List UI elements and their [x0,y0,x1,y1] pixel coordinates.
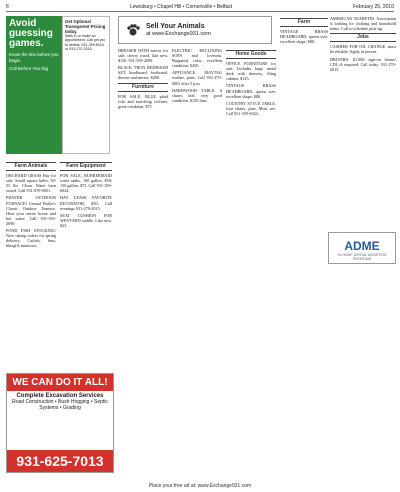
section-farm: Farm [280,18,328,27]
call-before-dig-ad[interactable] [6,16,62,154]
pricing-ad-body: Walk in or make an appointment. Call pet pro to details. 931-359-6024 or 931-270-2015. [65,34,106,51]
list-item: BLACK TRON BEDROOM SET, headboard, footboard, dresser and mirror, $200. [118,65,168,81]
column-1 [6,160,56,370]
section-farm-equipment: Farm Equipment [60,162,112,171]
pricing-ad[interactable] [62,16,110,154]
section-farm-animals: Farm Animals [6,162,56,171]
excavation-services: Road Construction • Bush Hogging • Septic Systems • Grading [12,399,108,411]
excavation-name: Complete Excavation Services [16,393,104,399]
sell-title: Sell Your Animals [146,22,205,30]
list-item: HAY LEASE FAVORITE INCUBATOR, $50. Call evenings 931-270-2015. [60,195,112,211]
adme-ad[interactable] [328,232,396,264]
sell-animals-banner[interactable] [118,16,272,44]
ad-body: Know the line before you begin. [9,52,59,63]
paw-icon [125,22,141,38]
excavation-body [7,391,113,413]
excavation-phone: 931-625-7013 [7,450,113,472]
ad-headline: Avoid guessing games. [9,18,53,49]
list-item: HARDWOOD TABLE, 6 chairs, leaf, very good condition. $150 firm. [172,87,222,103]
column-2 [60,160,112,370]
ad-call: Call Before You Dig [9,66,49,71]
list-item: PRAYER OUTDOOR FURNACE! Central Boiler's Classic Outdoor Furnace. Heat your entire home and hot water. Call 931-359-2090. [6,195,56,226]
page-nav: Lewisburg • Chapel Hill • Cornersville • Belfast [129,4,233,10]
section-jobs: Jobs [330,33,396,42]
list-item: POND FISH STOCKING: Now taking orders for spring delivery. Catfish, bass, bluegill, minnows. [6,228,56,249]
list-item: VINTAGE BRASS HEADBOARD, queen size, excellent shape, $80. [226,83,276,99]
page-footer: Place your free ad at: www.Exchange931.com [148,483,252,489]
list-item: AMERICAN DIABETES Association is looking for clothing and household items. Call to schedule pick-up. [330,16,396,32]
list-item: VINTAGE BRASS HEADBOARD, queen size, excellent shape, $80. [280,29,328,45]
section-home-goods: Home Goods [226,50,276,59]
adme-sub: IN-HOME DENTAL ASSISTING PROGRAM [337,253,387,261]
list-item: FOR SALE, BLUE plaid sofa and matching recliner, good condition, $75. [118,93,168,109]
list-item: CASHIER FOR OIL CHANGE, must be reliable. Apply in person. [330,44,396,55]
pricing-ad-title: Get Optional Transparent Pricing today. [65,19,106,34]
list-item: OFFICE FURNITURE for sale. Includes large metal desk with drawers, filing cabinet. $125. [226,61,276,82]
page-header [6,3,394,12]
column-4 [172,48,222,478]
column-7 [330,16,396,228]
section-furniture: Furniture [118,83,168,92]
adme-name: ADME [344,239,380,253]
list-item: ELECTRIC RECLINING SOFA and loveseat. Burgundy color, excellent condition, $450. [172,48,222,69]
list-item: SEAT CUSHION FOR WEST-ERN saddle. Like new. $25. [60,212,112,228]
excavation-ad[interactable] [6,373,114,473]
list-item: COUNTRY STYLE TABLE, four chairs, pine. Must see. Call 931-359-6024. [226,100,276,116]
page-number: 6 [6,4,9,10]
list-item: FOR SALE, RUBBERMAID water tanks, 100 gallon, $50; 150 gallon, $75. Call 931-359-6024. [60,173,112,194]
sell-url: at www.Exchange931.com [146,30,211,37]
list-item: DRIVERS: $1,000 sign-on bonus! CDL-A required. Call today. 931-270-2015. [330,56,396,72]
column-3 [118,48,168,478]
list-item: APPLIANCE: MAYTAG washer, parts. Call 931-270-0001 after 5 p.m. [172,70,222,86]
list-item: DRESSER WITH mirror for sale, cherry wood, like new, $150. 931-359-2090. [118,48,168,64]
column-5 [226,48,276,478]
list-item: ORCHARD GRASS Hay for sale. Small square bales, 50-55 lbs. Clean. Water barn stored. Call 931-270-0001. [6,173,56,194]
page-date: February 25, 2010 [353,4,394,10]
column-6 [280,16,328,476]
excavation-headline: WE CAN DO IT ALL! [7,374,113,391]
